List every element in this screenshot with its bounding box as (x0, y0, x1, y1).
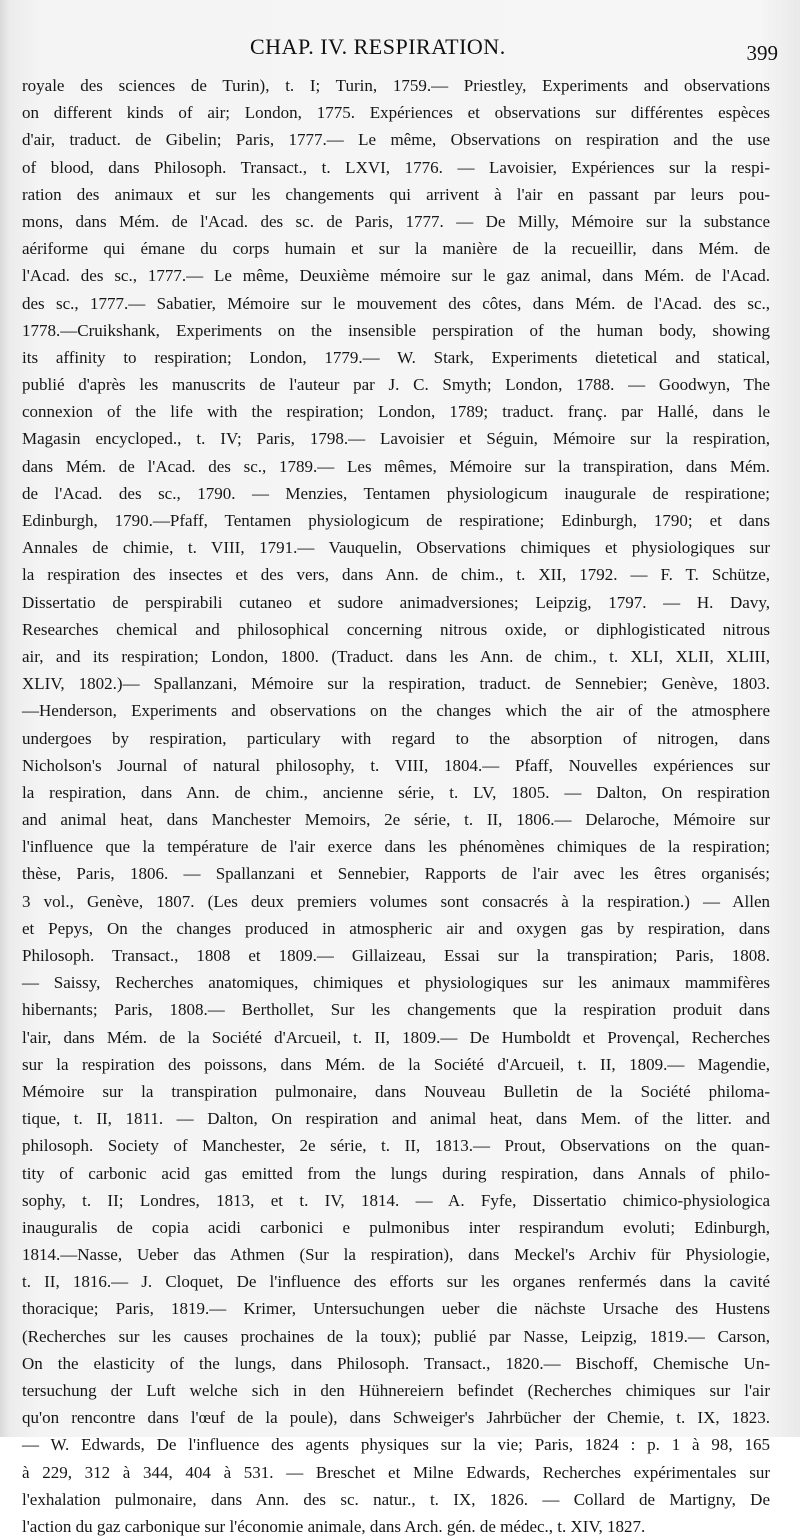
text-line: la respiration des insectes et des vers, dans Ann. de chim., t. XII, 1792. — F. T. Schütze, (22, 565, 770, 585)
text-line: Mémoire sur la transpiration pulmonaire, dans Nouveau Bulletin de la Société philoma- (22, 1081, 770, 1101)
text-line: air, and its respiration; London, 1800. (Traduct. dans les Ann. de chim., t. XLI, XLII, XLIII, (22, 646, 770, 666)
text-line: tersuchung der Luft welche sich in den Hühnereiern befindet (Recherches chimiques sur l'air (22, 1381, 770, 1400)
text-line: l'air, dans Mém. de la Société d'Arcueil, t. II, 1809.— De Humboldt et Provençal, Recherches (22, 1027, 770, 1047)
text-line: tique, t. II, 1811. — Dalton, On respiration and animal heat, dans Mem. of the litter. and (22, 1109, 770, 1129)
text-line: ration des animaux et sur les changements qui arrivent à l'air en passant par leurs pou- (22, 184, 770, 204)
text-line: undergoes by respiration, particulary with regard to the absorption of nitrogen, dans (22, 728, 770, 748)
text-line: Edinburgh, 1790.—Pfaff, Tentamen physiologicum de respiratione; Edinburgh, 1790; et dans (22, 511, 770, 530)
text-line: —Henderson, Experiments and observations on the changes which the air of the atmosphere (22, 701, 770, 721)
text-line: l'exhalation pulmonaire, dans Ann. des sc. natur., t. IX, 1826. — Collard de Martigny, De (22, 1489, 770, 1509)
text-line: publié d'après les manuscrits de l'auteur par J. C. Smyth; London, 1788. — Goodwyn, The (22, 375, 770, 395)
text-line: (Recherches sur les causes prochaines de la toux); publié par Nasse, Leipzig, 1819.— Carson, (22, 1326, 770, 1346)
bibliography-text (22, 72, 770, 1540)
text-line: philosoph. Society of Manchester, 2e série, t. II, 1813.— Prout, Observations on the quan- (22, 1136, 770, 1156)
text-line: Annales de chimie, t. VIII, 1791.— Vauquelin, Observations chimiques et physiologiques sur (22, 538, 770, 558)
show-through-text (170, 0, 630, 30)
text-line: inauguralis de copia acidi carbonici e pulmonibus inter respirandum evoluti; Edinburgh, (22, 1217, 770, 1237)
text-line: qu'on rencontre dans l'œuf de la poule), dans Schweiger's Jahrbücher der Chemie, t. IX, 1823. (22, 1408, 770, 1428)
text-line: mons, dans Mém. de l'Acad. des sc. de Paris, 1777. — De Milly, Mémoire sur la substance (22, 211, 770, 231)
text-line: Philosoph. Transact., 1808 et 1809.— Gillaizeau, Essai sur la transpiration; Paris, 1808. (22, 946, 770, 965)
text-line: — W. Edwards, De l'influence des agents physiques sur la vie; Paris, 1824 : p. 1 à 98, 165 (22, 1435, 770, 1455)
text-line: Researches chemical and philosophical concerning nitrous oxide, or diphlogisticated nitrous (22, 619, 770, 639)
text-line: its affinity to respiration; London, 1779.— W. Stark, Experiments dietetical and statical, (22, 347, 770, 367)
text-line: 3 vol., Genève, 1807. (Les deux premiers volumes sont consacrés à la respiration.) — Allen (22, 891, 770, 911)
text-line: dans Mém. de l'Acad. des sc., 1789.— Les mêmes, Mémoire sur la transpiration, dans Mém. (22, 456, 770, 476)
text-line: sophy, t. II; Londres, 1813, et t. IV, 1814. — A. Fyfe, Dissertatio chimico-physiologica (22, 1190, 770, 1210)
text-line: l'Acad. des sc., 1777.— Le même, Deuxième mémoire sur le gaz animal, dans Mém. de l'Acad. (22, 266, 770, 286)
text-line: tity of carbonic acid gas emitted from the lungs during respiration, dans Annals of philo- (22, 1163, 770, 1183)
text-line: d'air, traduct. de Gibelin; Paris, 1777.— Le même, Observations on respiration and the use (22, 130, 770, 150)
text-line: royale des sciences de Turin), t. I; Turin, 1759.— Priestley, Experiments and observations (22, 76, 770, 95)
text-line: of blood, dans Philosoph. Transact., t. LXVI, 1776. — Lavoisier, Expériences sur la respi- (22, 157, 770, 177)
text-line: Dissertatio de perspirabili cutaneo et sudore animadversiones; Leipzig, 1797. — H. Davy, (22, 592, 770, 612)
text-line: hibernants; Paris, 1808.— Berthollet, Sur les changements que la respiration produit dans (22, 1000, 770, 1020)
text-line: à 229, 312 à 344, 404 à 531. — Breschet et Milne Edwards, Recherches expérimentales sur (22, 1462, 770, 1482)
text-line: des sc., 1777.— Sabatier, Mémoire sur le mouvement des côtes, dans Mém. de l'Acad. des sc., (22, 293, 770, 313)
text-line: aériforme qui émane du corps humain et sur la manière de la recueillir, dans Mém. de (22, 239, 770, 259)
text-line: t. II, 1816.— J. Cloquet, De l'influence des efforts sur les organes renfermés dans la cavité (22, 1272, 770, 1292)
text-line: de l'Acad. des sc., 1790. — Menzies, Tentamen physiologicum inaugurale de respiratione; (22, 483, 770, 503)
running-title: CHAP. IV. RESPIRATION. (250, 34, 506, 59)
text-line: sur la respiration des poissons, dans Mém. de la Société d'Arcueil, t. II, 1809.— Magendie, (22, 1054, 770, 1074)
text-line: On the elasticity of the lungs, dans Philosoph. Transact., 1820.— Bischoff, Chemische Un- (22, 1353, 770, 1373)
text-line: Magasin encycloped., t. IV; Paris, 1798.— Lavoisier et Séguin, Mémoire sur la respiration, (22, 429, 770, 449)
page-number: 399 (746, 41, 778, 65)
text-line: 1778.—Cruikshank, Experiments on the insensible perspiration of the human body, showing (22, 320, 770, 340)
page-header (0, 34, 800, 64)
text-line: la respiration, dans Ann. de chim., ancienne série, t. LV, 1805. — Dalton, On respiration (22, 782, 770, 802)
text-line: l'influence que la température de l'air exerce dans les phénomènes chimiques de la respiration; (22, 837, 770, 857)
text-line: connexion of the life with the respiration; London, 1789; traduct. franç. par Hallé, dans le (22, 402, 770, 422)
text-line: and animal heat, dans Manchester Memoirs, 2e série, t. II, 1806.— Delaroche, Mémoire sur (22, 810, 770, 830)
text-line: l'action du gaz carbonique sur l'économie animale, dans Arch. gén. de médec., t. XIV, 1827. (22, 1516, 646, 1536)
text-line: thèse, Paris, 1806. — Spallanzani et Sennebier, Rapports de l'air avec les êtres organisés; (22, 864, 770, 884)
text-line: XLIV, 1802.)— Spallanzani, Mémoire sur la respiration, traduct. de Sennebier; Genève, 1803. (22, 674, 770, 694)
text-line: et Pepys, On the changes produced in atmospheric air and oxygen gas by respiration, dans (22, 918, 770, 938)
text-line: — Saissy, Recherches anatomiques, chimiques et physiologiques sur les animaux mammifères (22, 973, 770, 993)
text-line: Nicholson's Journal of natural philosophy, t. VIII, 1804.— Pfaff, Nouvelles expériences sur (22, 755, 770, 775)
text-line: 1814.—Nasse, Ueber das Athmen (Sur la respiration), dans Meckel's Archiv für Physiologie, (22, 1245, 770, 1265)
text-line: on different kinds of air; London, 1775. Expériences et observations sur différentes espèces (22, 103, 770, 123)
text-line: thoracique; Paris, 1819.— Krimer, Untersuchungen ueber die nächste Ursache des Hustens (22, 1299, 770, 1319)
